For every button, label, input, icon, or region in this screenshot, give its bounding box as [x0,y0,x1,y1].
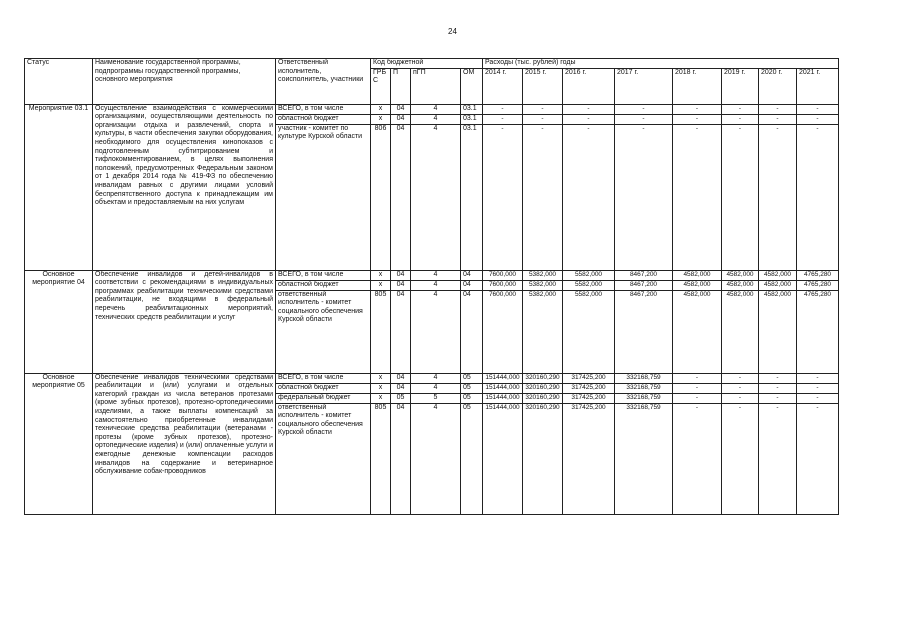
value-cell: 332168,759 [615,403,673,514]
value-cell: - [797,403,839,514]
value-cell: 8467,200 [615,290,673,373]
grbs-cell: x [371,280,391,290]
value-cell: 7600,000 [483,290,523,373]
responsible-cell: ответственный исполнитель - комитет социального обеспечения Курской области [276,290,371,373]
header-year: 2015 г. [523,68,563,104]
value-cell: - [759,383,797,393]
header-year: 2021 г. [797,68,839,104]
om-cell: 03.1 [461,124,483,270]
header-budget-code: Код бюджетной [371,59,483,69]
om-cell: 04 [461,290,483,373]
value-cell: - [759,403,797,514]
value-cell: - [563,104,615,114]
value-cell: - [563,114,615,124]
value-cell: 320160,290 [523,403,563,514]
pgp-cell: 4 [411,104,461,114]
value-cell: - [673,393,722,403]
pgp-cell: 4 [411,270,461,280]
value-cell: 317425,200 [563,373,615,383]
value-cell: 320160,290 [523,373,563,383]
om-cell: 05 [461,373,483,383]
value-cell: - [673,403,722,514]
value-cell: 7600,000 [483,270,523,280]
value-cell: 5582,000 [563,280,615,290]
value-cell: 4582,000 [759,290,797,373]
value-cell: 320160,290 [523,393,563,403]
value-cell: 4582,000 [722,280,759,290]
table-row [25,373,839,383]
value-cell: - [759,114,797,124]
value-cell: - [673,373,722,383]
budget-table [24,58,839,515]
om-cell: 05 [461,403,483,514]
value-cell: - [722,114,759,124]
header-code-pgp: пГП [411,68,461,104]
pgp-cell: 4 [411,124,461,270]
value-cell: - [722,373,759,383]
header-code-p: П [391,68,411,104]
header-code-om: ОМ [461,68,483,104]
value-cell: 332168,759 [615,393,673,403]
value-cell: - [615,104,673,114]
header-year: 2014 г. [483,68,523,104]
value-cell: 332168,759 [615,383,673,393]
value-cell: - [483,104,523,114]
value-cell: 4582,000 [759,270,797,280]
p-cell: 04 [391,403,411,514]
table-row [25,104,839,114]
value-cell: - [483,114,523,124]
value-cell: 5582,000 [563,290,615,373]
value-cell: - [673,383,722,393]
p-cell: 04 [391,373,411,383]
grbs-cell: x [371,114,391,124]
value-cell: 151444,000 [483,403,523,514]
value-cell: 151444,000 [483,373,523,383]
p-cell: 04 [391,270,411,280]
header-year: 2016 г. [563,68,615,104]
header-year: 2018 г. [673,68,722,104]
header-year: 2019 г. [722,68,759,104]
responsible-cell: областной бюджет [276,383,371,393]
value-cell: - [483,124,523,270]
responsible-cell: ВСЕГО, в том числе [276,104,371,114]
header-name: Наименование государственной программы, подпрограммы государственной программы, основного мероприятия [93,59,276,105]
p-cell: 04 [391,290,411,373]
value-cell: 5382,000 [523,280,563,290]
value-cell: - [797,393,839,403]
value-cell: - [797,104,839,114]
value-cell: - [797,124,839,270]
p-cell: 04 [391,114,411,124]
header-status: Статус [25,59,93,105]
value-cell: - [797,114,839,124]
value-cell: 320160,290 [523,383,563,393]
value-cell: - [523,124,563,270]
status-cell: Мероприятие 03.1 [25,104,93,270]
om-cell: 04 [461,270,483,280]
value-cell: - [722,383,759,393]
p-cell: 04 [391,383,411,393]
value-cell: 5382,000 [523,290,563,373]
value-cell: - [615,124,673,270]
value-cell: - [759,124,797,270]
value-cell: 332168,759 [615,373,673,383]
value-cell: - [615,114,673,124]
value-cell: 4582,000 [673,270,722,280]
value-cell: 4765,280 [797,270,839,280]
header-year: 2017 г. [615,68,673,104]
value-cell: 151444,000 [483,393,523,403]
value-cell: 317425,200 [563,393,615,403]
pgp-cell: 4 [411,383,461,393]
name-cell: Обеспечение инвалидов техническими средствами реабилитации и (или) услугами и отдельных категорий граждан из числа ветеранов протезами (кроме зубных протезов), протезно-ортопедическими изделиями, а также выплаты компенсаций за самостоятельно приобретенные инвалидами технические средства реабилитации (ветеранами - протезы (кроме зубных протезов), протезно-ортопедические изделия) и (или) оплаченные услуги и ежегодные денежные компенсации расходов инвалидов на содержание и ветеринарное обслуживание собак-проводников [93,373,276,514]
value-cell: 7600,000 [483,280,523,290]
name-cell: Обеспечение инвалидов и детей-инвалидов в соответствии с рекомендациями в индивидуальных программах реабилитации техническими средствами реабилитации, не входящими в федеральный перечень реабилитационных мероприятий, технических средств реабилитации и услуг [93,270,276,373]
value-cell: - [523,104,563,114]
value-cell: - [759,104,797,114]
p-cell: 05 [391,393,411,403]
responsible-cell: областной бюджет [276,280,371,290]
value-cell: 151444,000 [483,383,523,393]
value-cell: 4765,280 [797,290,839,373]
name-cell: Осуществление взаимодействия с коммерческими организациями, осуществляющими деятельность по организации отдыха и развлечений, спорта и культуры, в части обеспечения закупки оборудования, необходимого для осуществления кинопоказов с подготовленным субтитрированием и тифлокомментированием, в целях выполнения положений, предусмотренных Федеральным законом от 1 декабря 2014 года № 419-ФЗ по обеспечению инвалидам равных с другими лицами условий беспрепятственного доступа к принадлежащим им объектам и предоставляемым на них услугам [93,104,276,270]
value-cell: - [523,114,563,124]
value-cell: 8467,200 [615,280,673,290]
value-cell: - [673,104,722,114]
header-expenses: Расходы (тыс. рублей) годы [483,59,839,69]
header-row-1 [25,59,839,69]
value-cell: - [759,373,797,383]
value-cell: - [722,104,759,114]
header-responsible: Ответственный исполнитель, соисполнитель, участники [276,59,371,105]
value-cell: - [797,373,839,383]
grbs-cell: x [371,393,391,403]
om-cell: 04 [461,280,483,290]
responsible-cell: ВСЕГО, в том числе [276,270,371,280]
value-cell: - [673,114,722,124]
header-year: 2020 г. [759,68,797,104]
p-cell: 04 [391,124,411,270]
grbs-cell: x [371,104,391,114]
value-cell: - [673,124,722,270]
om-cell: 03.1 [461,114,483,124]
page-number: 24 [448,27,457,36]
table-row [25,270,839,280]
status-cell: Основное мероприятие 05 [25,373,93,514]
om-cell: 05 [461,383,483,393]
value-cell: 4582,000 [673,280,722,290]
pgp-cell: 4 [411,373,461,383]
value-cell: 317425,200 [563,383,615,393]
value-cell: 8467,200 [615,270,673,280]
value-cell: - [722,403,759,514]
value-cell: - [722,393,759,403]
value-cell: 5582,000 [563,270,615,280]
value-cell: 5382,000 [523,270,563,280]
value-cell: - [722,124,759,270]
value-cell: 317425,200 [563,403,615,514]
value-cell: - [797,383,839,393]
pgp-cell: 4 [411,114,461,124]
value-cell: 4582,000 [722,270,759,280]
value-cell: 4582,000 [722,290,759,373]
responsible-cell: ВСЕГО, в том числе [276,373,371,383]
header-code-grbs: ГРБ С [371,68,391,104]
value-cell: 4765,280 [797,280,839,290]
grbs-cell: 805 [371,403,391,514]
om-cell: 05 [461,393,483,403]
grbs-cell: x [371,383,391,393]
p-cell: 04 [391,280,411,290]
om-cell: 03.1 [461,104,483,114]
pgp-cell: 4 [411,280,461,290]
pgp-cell: 4 [411,403,461,514]
grbs-cell: x [371,373,391,383]
grbs-cell: 806 [371,124,391,270]
value-cell: - [563,124,615,270]
responsible-cell: участник - комитет по культуре Курской области [276,124,371,270]
responsible-cell: федеральный бюджет [276,393,371,403]
grbs-cell: x [371,270,391,280]
value-cell: 4582,000 [673,290,722,373]
pgp-cell: 4 [411,290,461,373]
grbs-cell: 805 [371,290,391,373]
p-cell: 04 [391,104,411,114]
responsible-cell: областной бюджет [276,114,371,124]
status-cell: Основное мероприятие 04 [25,270,93,373]
responsible-cell: ответственный исполнитель - комитет социального обеспечения Курской области [276,403,371,514]
pgp-cell: 5 [411,393,461,403]
value-cell: - [759,393,797,403]
value-cell: 4582,000 [759,280,797,290]
